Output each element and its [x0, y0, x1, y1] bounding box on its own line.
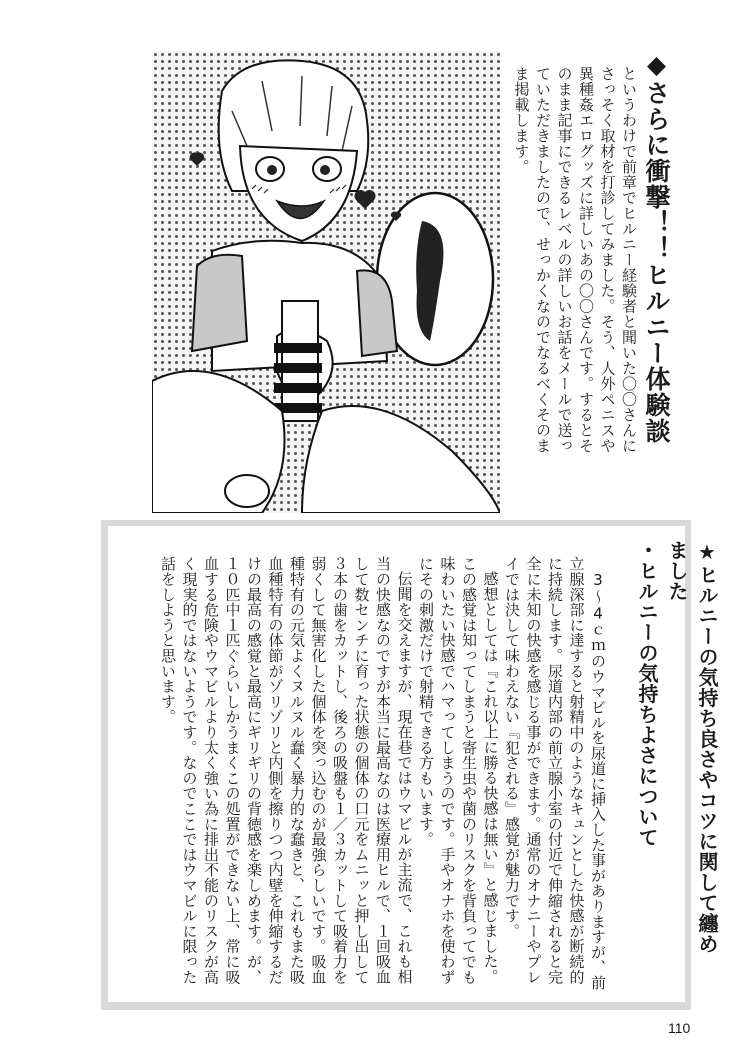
censor-bar	[274, 363, 322, 373]
heart-icon	[354, 190, 375, 209]
box-heading-sub: ・ヒルニーの気持ちよさについて	[635, 540, 659, 848]
box-paragraph: 感想としては『これ以上に勝る快感は無い』と感じました。この感覚は知ってしまうと寄生虫や菌のリスクを背負ってでも味わいたい快感でハマってしまうのです。手やオナホを使わずにその刺激だけで射精できる方もいます。	[417, 556, 500, 985]
heart-icon	[190, 152, 204, 166]
section-title: ◆さらに衝撃！！ヒルニー体験談	[642, 50, 671, 444]
censor-bar	[274, 343, 322, 353]
censor-bar	[274, 383, 322, 393]
page-number: 110	[668, 1020, 691, 1036]
manga-illustration	[152, 51, 500, 513]
section-body: というわけで前章でヒルニー経験者と聞いた〇〇さんにさっそく取材を打診してみました。そう、人外ペニスや異種姦エログッズに詳しいあの〇〇さんです。するとそのまま記事にできるレベルの詳しいお話をメールで送っていただきましたので、せっかくなのでなるべくそのまま掲載します。	[512, 66, 638, 454]
box-paragraph: 3〜4ｃｍのウマビルを尿道に挿入した事がありますが、前立腺深部に達すると射精中のようなキュンとした快感が断続的に持続します。尿道内部の前立腺小室の付近で伸縮されると完全に未知の快感を感じる事ができます。通常のオナニーやプレイでは決して味わえない『犯される』感覚が魅力です。	[503, 556, 607, 991]
box-heading-main: ★ヒルニーの気持ち良さやコツに関して纏めました	[665, 540, 719, 954]
box-paragraph: 伝聞を交えますが、現在巷ではウマビルが主流で、これも相当の快感なのですが本当に最高なのは医療用ヒルで、１回吸血して数センチに育った状態の個体の口元をムニッと押し出して３本の歯をカットし、後ろの吸盤も１／３カットして吸着力を弱くして無害化した個体を突っ込むのが最強らしいです。吸血種特有の元気よくヌルヌル蠢く暴力的な蠢きと、これもまた吸血種特有の体節がゾリゾリと内側を擦りつつ内壁を伸縮するだけの最高の感覚と最高にギリギリの背徳感を楽しめます。が、１０匹中１匹ぐらいしかうまくこの処置ができない上、常に吸血する危険やウマビルより太く強い為に排出不能のリスクが高く現実的ではないようです。なのでここではウマビルに限った話をしようと思います。	[159, 556, 414, 985]
illustration-art	[152, 51, 500, 513]
box-heading	[632, 540, 722, 960]
box-body	[118, 556, 608, 996]
